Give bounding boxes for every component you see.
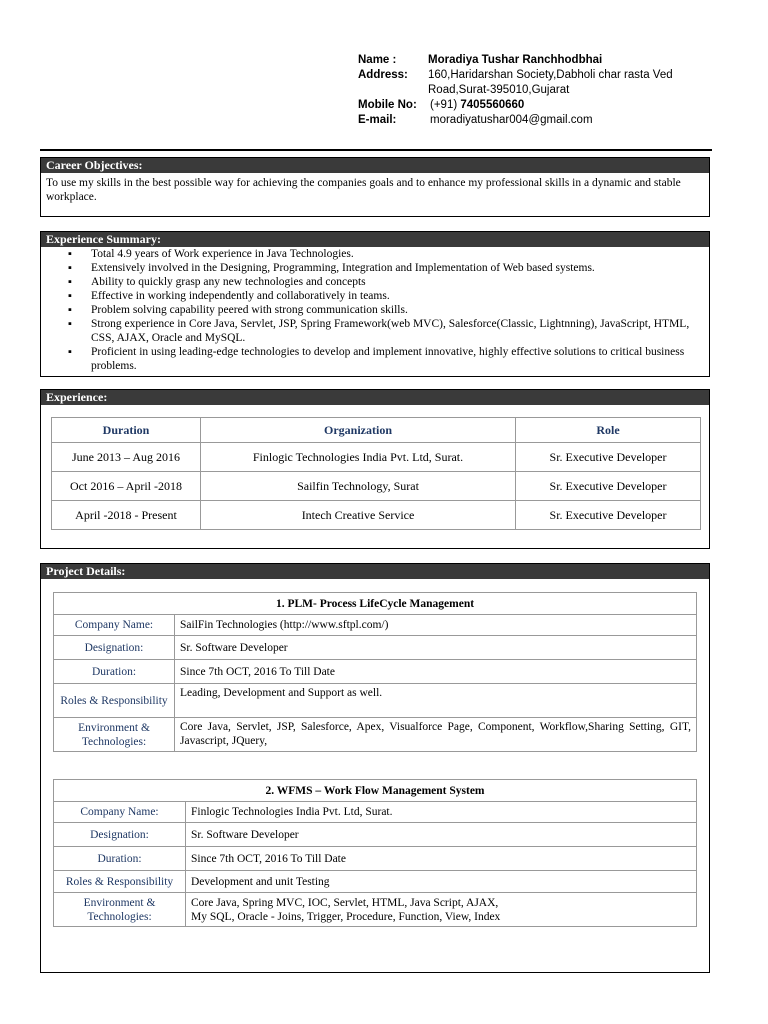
duration-header: Duration	[52, 418, 201, 443]
mobile-prefix: (+91)	[430, 99, 458, 111]
project-details-section	[40, 563, 710, 973]
role-cell: Sr. Executive Developer	[516, 472, 701, 501]
name-label: Name :	[358, 54, 397, 66]
environment-line2: My SQL, Oracle - Joins, Trigger, Procedure, Function, View, Index	[191, 910, 501, 923]
list-item: ▪ Total 4.9 years of Work experience in Java Technologies.	[91, 247, 703, 261]
duration-cell: Oct 2016 – April -2018	[52, 472, 201, 501]
environment-line1: Core Java, Spring MVC, IOC, Servlet, HTML, Java Script, AJAX,	[191, 896, 499, 909]
list-item: ▪ Proficient in using leading-edge technologies to develop and implement innovative, highly effective solutions to critical business problems.	[91, 345, 703, 373]
designation-value: Sr. Software Developer	[186, 823, 697, 847]
table-header-row	[52, 418, 701, 443]
list-item: ▪ Effective in working independently and collaboratively in teams.	[91, 289, 703, 303]
experience-summary-title: Experience Summary:	[41, 232, 709, 247]
experience-section	[40, 389, 710, 549]
roles-value: Development and unit Testing	[186, 871, 697, 893]
duration-label: Duration:	[54, 847, 186, 871]
organization-cell: Intech Creative Service	[201, 501, 516, 530]
role-cell: Sr. Executive Developer	[516, 443, 701, 472]
organization-cell: Sailfin Technology, Surat	[201, 472, 516, 501]
project-name: 2. WFMS – Work Flow Management System	[54, 780, 697, 802]
candidate-name: Moradiya Tushar Ranchhodbhai	[428, 54, 603, 66]
company-value: Finlogic Technologies India Pvt. Ltd, Surat.	[186, 802, 697, 823]
duration-cell: April -2018 - Present	[52, 501, 201, 530]
career-objectives-text: To use my skills in the best possible way for achieving the companies goals and to enhance my professional skills in a dynamic and stable workplace.	[46, 177, 681, 203]
role-cell: Sr. Executive Developer	[516, 501, 701, 530]
roles-label: Roles & Responsibility	[54, 684, 175, 718]
environment-label: Environment & Technologies:	[54, 718, 175, 752]
designation-label: Designation:	[54, 823, 186, 847]
contact-block	[358, 53, 673, 128]
designation-label: Designation:	[54, 636, 175, 660]
experience-summary-list	[41, 247, 709, 373]
roles-value: Leading, Development and Support as well.	[175, 684, 697, 718]
experience-summary-section	[40, 231, 710, 377]
mobile-label: Mobile No:	[358, 99, 417, 111]
organization-header: Organization	[201, 418, 516, 443]
project-table-1	[53, 592, 697, 752]
address-line1: 160,Haridarshan Society,Dabholi char rasta Ved	[428, 69, 673, 81]
experience-title: Experience:	[41, 390, 709, 405]
company-label: Company Name:	[54, 802, 186, 823]
company-value: SailFin Technologies (http://www.sftpl.com/)	[175, 615, 697, 636]
list-item: ▪ Extensively involved in the Designing, Programming, Integration and Implementation of Web based systems.	[91, 261, 703, 275]
table-row	[52, 501, 701, 530]
address-line2: Road,Surat-395010,Gujarat	[428, 84, 570, 96]
role-header: Role	[516, 418, 701, 443]
duration-value: Since 7th OCT, 2016 To Till Date	[175, 660, 697, 684]
career-objectives-title: Career Objectives:	[41, 158, 709, 173]
experience-table	[51, 417, 701, 530]
list-item: ▪ Problem solving capability peered with strong communication skills.	[91, 303, 703, 317]
email-label: E-mail:	[358, 114, 397, 126]
table-row	[52, 443, 701, 472]
roles-label: Roles & Responsibility	[54, 871, 186, 893]
organization-cell: Finlogic Technologies India Pvt. Ltd, Surat.	[201, 443, 516, 472]
environment-label: Environment & Technologies:	[54, 893, 186, 927]
company-label: Company Name:	[54, 615, 175, 636]
project-name: 1. PLM- Process LifeCycle Management	[54, 593, 697, 615]
list-item: ▪ Ability to quickly grasp any new technologies and concepts	[91, 275, 703, 289]
duration-cell: June 2013 – Aug 2016	[52, 443, 201, 472]
project-table-2	[53, 779, 697, 927]
environment-value	[186, 893, 697, 927]
address-label: Address:	[358, 69, 408, 81]
mobile-number: 7405560660	[460, 99, 525, 111]
project-details-title: Project Details:	[41, 564, 709, 579]
duration-label: Duration:	[54, 660, 175, 684]
career-objectives-section	[40, 157, 710, 217]
designation-value: Sr. Software Developer	[175, 636, 697, 660]
header-divider	[40, 149, 712, 151]
list-item: ▪ Strong experience in Core Java, Servlet, JSP, Spring Framework(web MVC), Salesforce(Classic, Lightnning), JavaScript, HTML, CSS, AJAX, Oracle and MySQL.	[91, 317, 703, 345]
environment-value: Core Java, Servlet, JSP, Salesforce, Apex, Visualforce Page, Component, Workflow,Sharing Setting, GIT, Javascript, JQuery,	[175, 718, 697, 752]
email-address: moradiyatushar004@gmail.com	[430, 114, 593, 126]
table-row	[52, 472, 701, 501]
duration-value: Since 7th OCT, 2016 To Till Date	[186, 847, 697, 871]
